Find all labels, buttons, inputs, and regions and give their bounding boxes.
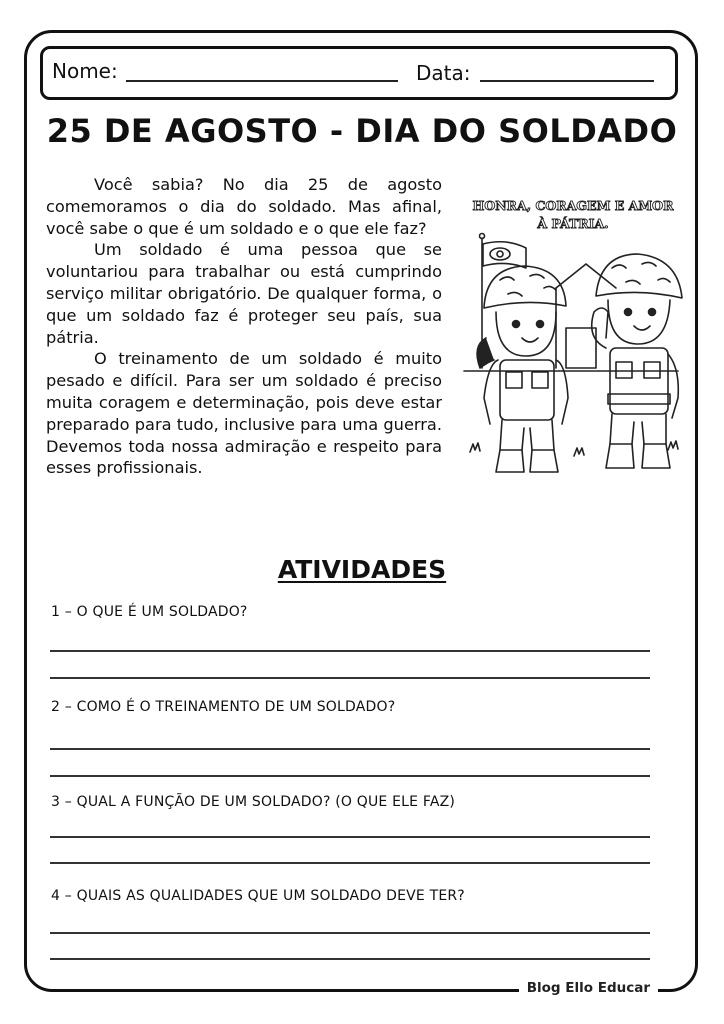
soldiers-illustration <box>456 188 686 484</box>
answer-line-2a[interactable] <box>50 748 650 750</box>
answer-line-3a[interactable] <box>50 836 650 838</box>
question-4: 4 – QUAIS AS QUALIDADES QUE UM SOLDADO DEVE TER? <box>51 888 465 904</box>
answer-line-4b[interactable] <box>50 958 650 960</box>
paragraph-2: Um soldado é uma pessoa que se voluntariou para trabalhar ou está cumprindo serviço militar obrigatório. De qualquer forma, o que um soldado faz é proteger seu país, sua pátria. <box>46 240 442 347</box>
answer-line-4a[interactable] <box>50 932 650 934</box>
answer-line-3b[interactable] <box>50 862 650 864</box>
header-box <box>40 46 678 100</box>
date-label: Data: <box>416 61 471 85</box>
question-1: 1 – O QUE É UM SOLDADO? <box>51 604 248 620</box>
name-label: Nome: <box>52 59 118 83</box>
paragraph-3: O treinamento de um soldado é muito pesado e difícil. Para ser um soldado é preciso muita coragem e determinação, pois deve estar preparado para tudo, inclusive para uma guerra. Devemos toda nossa admiração e respeito para esses profissionais. <box>46 349 442 478</box>
answer-line-1b[interactable] <box>50 677 650 679</box>
question-2: 2 – COMO É O TREINAMENTO DE UM SOLDADO? <box>51 699 396 715</box>
reading-text <box>46 174 442 479</box>
answer-line-2b[interactable] <box>50 775 650 777</box>
answer-line-1a[interactable] <box>50 650 650 652</box>
question-3: 3 – QUAL A FUNÇÃO DE UM SOLDADO? (O QUE ELE FAZ) <box>51 794 456 810</box>
caption-line-1: HONRA, CORAGEM E AMOR <box>472 198 674 213</box>
page-title: 25 DE AGOSTO - DIA DO SOLDADO <box>46 112 678 150</box>
activities-heading: ATIVIDADES <box>277 555 447 584</box>
caption-line-2: À PÁTRIA. <box>537 216 609 231</box>
date-field-line[interactable] <box>480 80 654 82</box>
paragraph-1: Você sabia? No dia 25 de agosto comemoramos o dia do soldado. Mas afinal, você sabe o que é um soldado e o que ele faz? <box>46 175 442 238</box>
footer-credit: Blog Ello Educar <box>519 980 658 996</box>
name-field-line[interactable] <box>126 80 398 82</box>
